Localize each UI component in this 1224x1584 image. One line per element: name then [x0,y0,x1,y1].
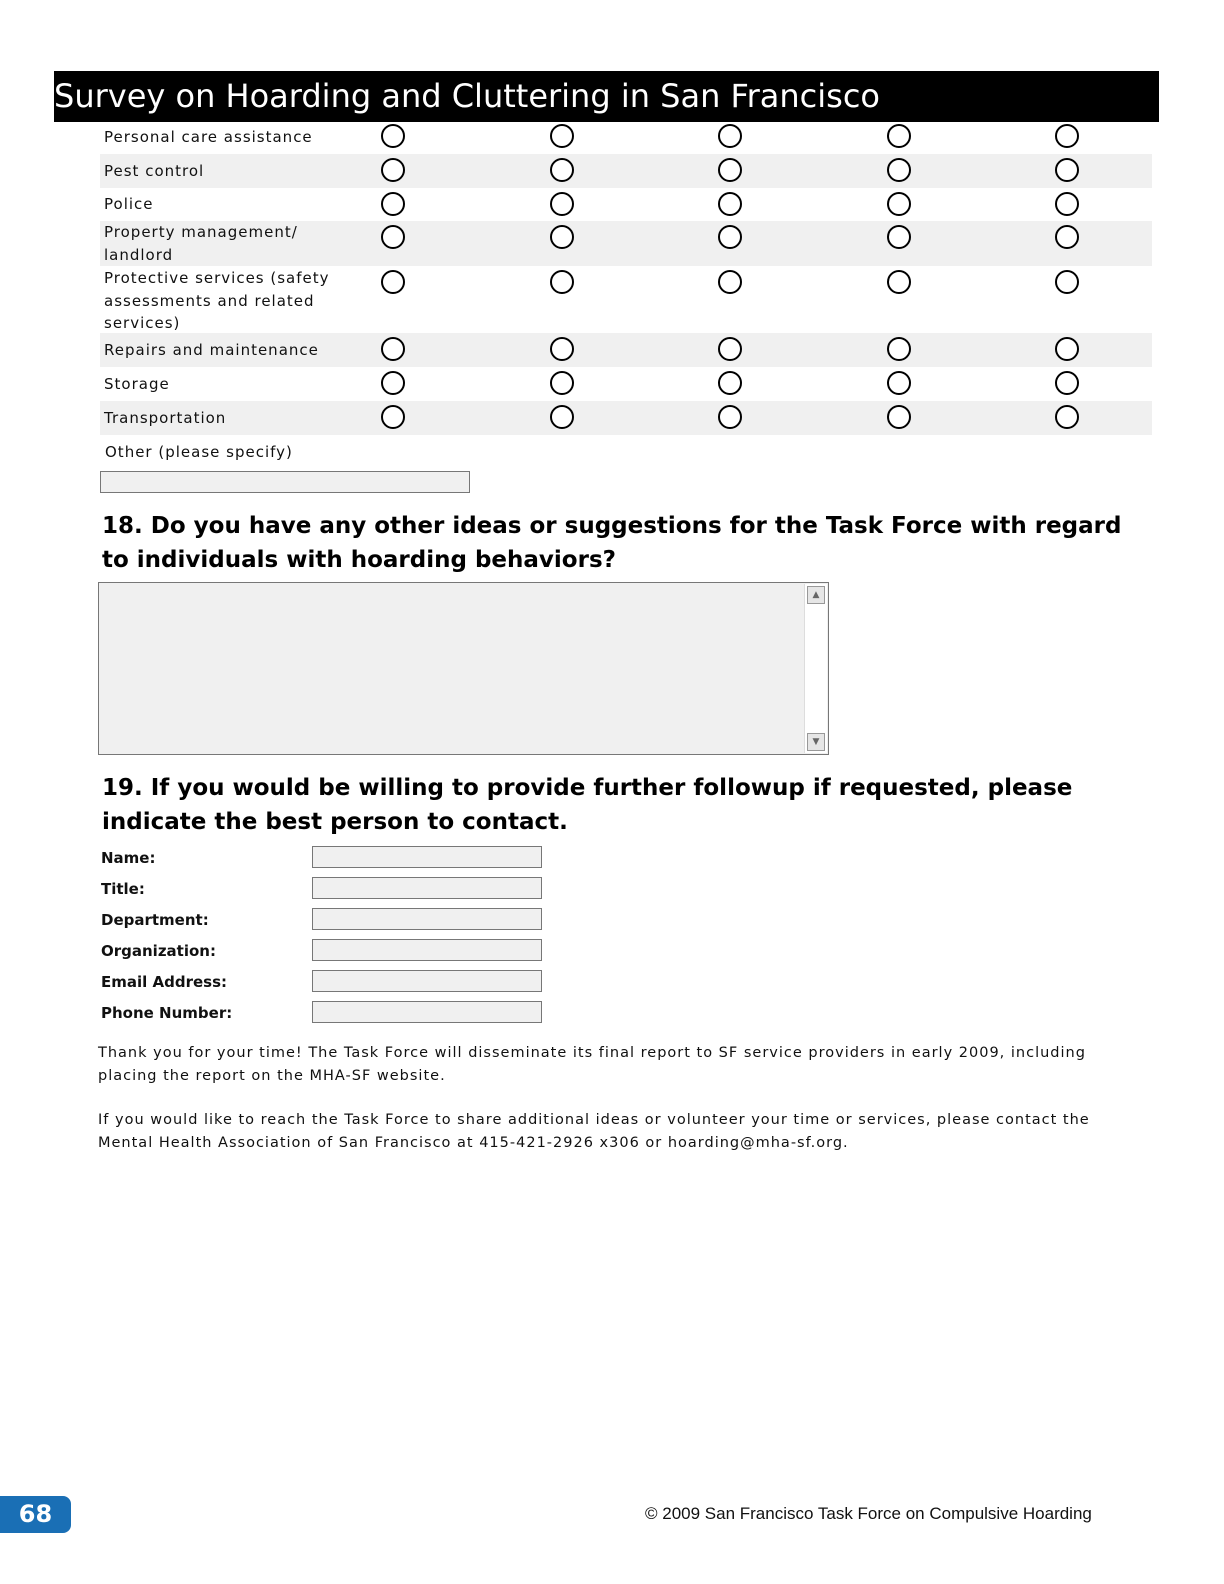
textarea-scrollbar[interactable] [804,584,827,753]
radio-button[interactable] [718,192,742,216]
matrix-row [100,188,1152,221]
survey-title: Survey on Hoarding and Cluttering in San Francisco [54,77,880,115]
radio-button[interactable] [887,225,911,249]
radio-button[interactable] [718,270,742,294]
matrix-row [100,333,1152,367]
radio-button[interactable] [887,371,911,395]
matrix-row-label: Police [104,195,154,213]
radio-button[interactable] [887,124,911,148]
matrix-row [100,221,1152,266]
radio-button[interactable] [887,270,911,294]
radio-button[interactable] [718,371,742,395]
service-rating-matrix [100,122,1152,435]
radio-button[interactable] [550,124,574,148]
other-specify-label: Other (please specify) [105,443,293,461]
thank-you-text: Thank you for your time! The Task Force will disseminate its final report to SF service providers in early 2009, including placing the report on the MHA-SF website. [98,1045,1086,1084]
radio-button[interactable] [381,270,405,294]
page-number-badge: 68 [0,1496,71,1533]
radio-button[interactable] [1055,192,1079,216]
radio-button[interactable] [887,337,911,361]
matrix-row-label: Repairs and maintenance [104,341,319,359]
other-specify-input[interactable] [100,471,470,493]
organization-label: Organization: [101,942,216,960]
radio-button[interactable] [1055,158,1079,182]
radio-button[interactable] [550,192,574,216]
radio-button[interactable] [1055,405,1079,429]
radio-button[interactable] [1055,371,1079,395]
radio-button[interactable] [1055,124,1079,148]
radio-button[interactable] [550,270,574,294]
matrix-row [100,154,1152,188]
title-label: Title: [101,880,145,898]
matrix-row-label: Storage [104,375,170,393]
radio-button[interactable] [718,158,742,182]
matrix-row [100,401,1152,435]
scroll-down-icon[interactable]: ▼ [807,733,825,751]
name-field[interactable] [312,846,542,868]
radio-button[interactable] [381,371,405,395]
matrix-row-label: Protective services (safety assessments and related services) [104,269,330,332]
question-19-title: 19. If you would be willing to provide further followup if requested, please indicate the best person to contact. [102,775,1073,835]
matrix-row [100,367,1152,401]
matrix-row [100,122,1152,154]
department-label: Department: [101,911,209,929]
matrix-row-label: Property management/ landlord [104,223,298,264]
radio-button[interactable] [550,371,574,395]
contact-info-text: If you would like to reach the Task Force to share additional ideas or volunteer your time or services, please contact the Mental Health Association of San Francisco at 415-421-2926 x306 or hoarding@mha-sf.org. [98,1112,1090,1151]
radio-button[interactable] [887,158,911,182]
matrix-row-label: Transportation [104,409,227,427]
radio-button[interactable] [718,225,742,249]
survey-title-banner [54,71,1159,122]
radio-button[interactable] [550,158,574,182]
department-field[interactable] [312,908,542,930]
radio-button[interactable] [381,225,405,249]
organization-field[interactable] [312,939,542,961]
radio-button[interactable] [1055,225,1079,249]
email-field[interactable] [312,970,542,992]
radio-button[interactable] [550,405,574,429]
radio-button[interactable] [718,124,742,148]
radio-button[interactable] [887,405,911,429]
matrix-row-label: Pest control [104,162,205,180]
email-label: Email Address: [101,973,228,991]
radio-button[interactable] [718,405,742,429]
radio-button[interactable] [718,337,742,361]
phone-label: Phone Number: [101,1004,233,1022]
name-label: Name: [101,849,156,867]
matrix-row-label: Personal care assistance [104,128,313,146]
radio-button[interactable] [381,405,405,429]
radio-button[interactable] [550,225,574,249]
radio-button[interactable] [381,192,405,216]
radio-button[interactable] [381,124,405,148]
radio-button[interactable] [550,337,574,361]
copyright-footer: © 2009 San Francisco Task Force on Compulsive Hoarding [645,1504,1092,1523]
title-field[interactable] [312,877,542,899]
scroll-up-icon[interactable]: ▲ [807,586,825,604]
suggestions-textarea[interactable] [98,582,829,755]
radio-button[interactable] [1055,337,1079,361]
question-18-title: 18. Do you have any other ideas or suggestions for the Task Force with regard to individuals with hoarding behaviors? [102,513,1122,573]
radio-button[interactable] [1055,270,1079,294]
radio-button[interactable] [381,158,405,182]
radio-button[interactable] [381,337,405,361]
radio-button[interactable] [887,192,911,216]
phone-field[interactable] [312,1001,542,1023]
matrix-row [100,266,1152,333]
